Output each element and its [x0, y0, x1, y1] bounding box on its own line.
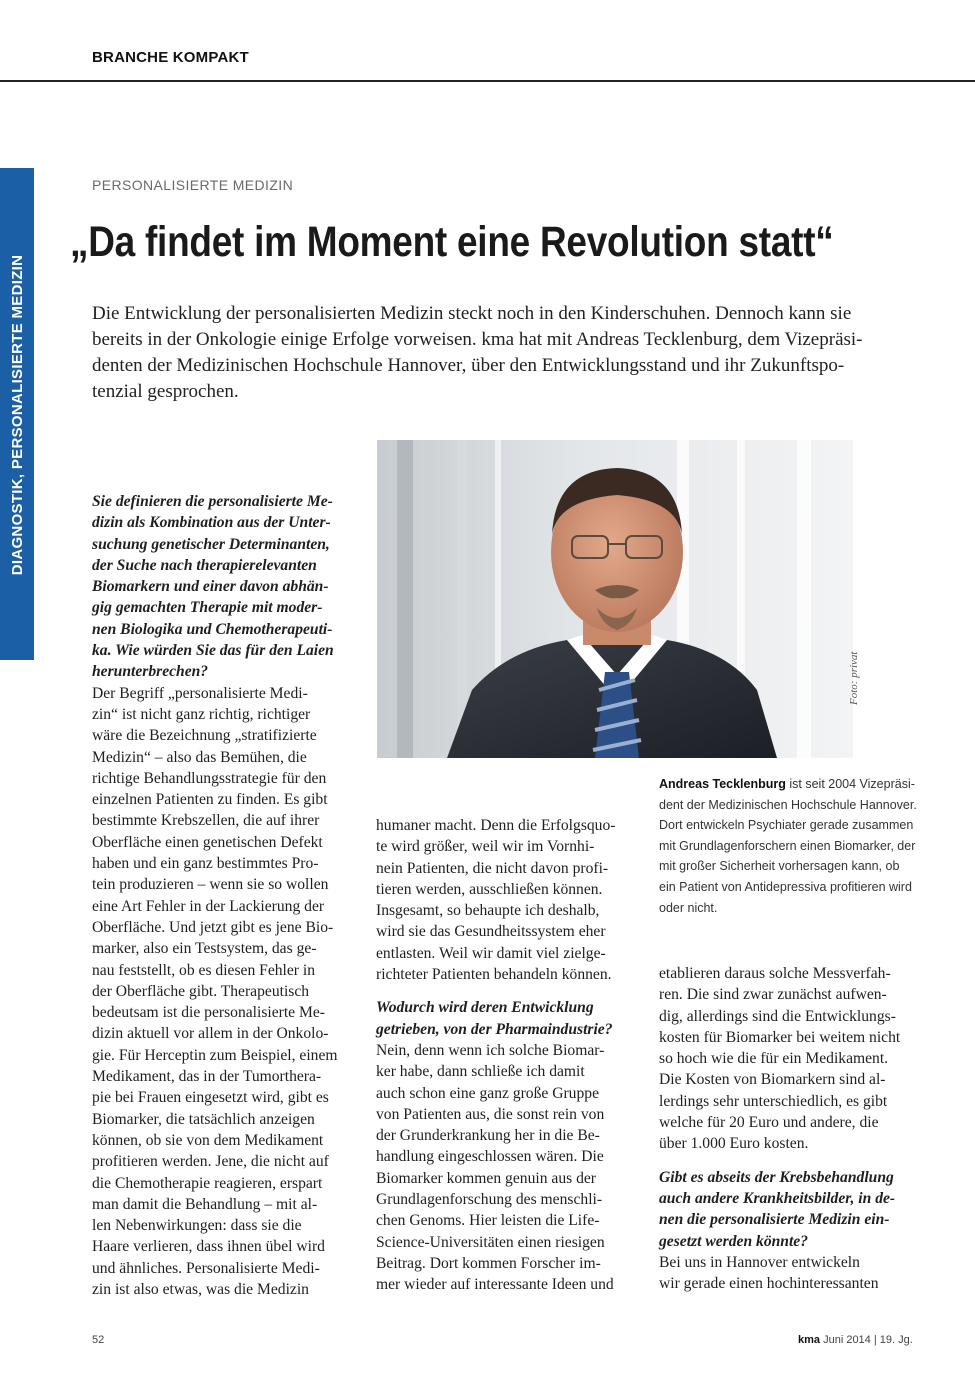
lead-line: bereits in der Onkologie einige Erfolge vorweisen. kma hat mit Andreas Tecklenburg, dem Vizepräsi- — [92, 329, 863, 350]
question-line: Gibt es abseits der Krebsbehandlung — [659, 1168, 894, 1186]
caption-name: Andreas Tecklenburg — [659, 777, 786, 791]
answer-line: können, ob sie von dem Medikament — [92, 1131, 324, 1149]
answer-line: Der Begriff „personalisierte Medi- — [92, 684, 308, 702]
caption-line: ein Patient von Antidepressiva profitieren wird — [659, 879, 912, 894]
paragraph-gap — [376, 985, 634, 997]
article-kicker: PERSONALISIERTE MEDIZIN — [92, 177, 294, 193]
question-line: Sie definieren die personalisierte Me- — [92, 493, 333, 510]
question-2 — [376, 997, 634, 1040]
answer-line: dizin aktuell vor allem in der Onkolo- — [92, 1025, 329, 1043]
photo-caption — [659, 774, 924, 918]
photo-credit: Foto: privat — [848, 651, 860, 705]
answer-line: der Grunderkrankung her in die Be- — [376, 1127, 600, 1145]
answer-line: Medizin“ – also das Bemühen, die — [92, 748, 307, 766]
question-line: herunterbrechen? — [92, 663, 209, 681]
answer-line: Grundlagenforschung des menschli- — [376, 1191, 603, 1209]
magazine-name: kma — [798, 1334, 821, 1346]
portrait-photo — [377, 440, 853, 758]
answer-1 — [92, 683, 354, 1301]
article-headline: „Da findet im Moment eine Revolution statt“ — [70, 218, 834, 266]
column-2 — [376, 815, 634, 1296]
column-1 — [92, 491, 354, 1300]
paragraph-gap — [659, 1155, 917, 1167]
answer-line: haben und ein ganz bestimmtes Pro- — [92, 855, 319, 873]
answer-line: Beitrag. Dort kommen Forscher im- — [376, 1254, 601, 1272]
answer-line: man damit die Behandlung – mit al- — [92, 1195, 318, 1213]
caption-first-line: ist seit 2004 Vizepräsi- — [785, 777, 915, 791]
body-line: humaner macht. Denn die Erfolgsquo- — [376, 817, 616, 834]
lead-line: denten der Medizinischen Hochschule Hannover, über den Entwicklungsstand und ihr Zukunftspo- — [92, 355, 845, 376]
issue-info — [798, 1334, 913, 1346]
answer-line: der Oberfläche gibt. Therapeutisch — [92, 982, 310, 1000]
answer-line: wir gerade einen hochinteressanten — [659, 1275, 879, 1293]
answer-2 — [376, 1040, 634, 1296]
side-tab-label: DIAGNOSTIK, PERSONALISIERTE MEDIZIN — [8, 254, 26, 576]
caption-line: Dort entwickeln Psychiater gerade zusammen — [659, 818, 914, 833]
question-line: dizin als Kombination aus der Unter- — [92, 514, 331, 532]
body-line: dig, allerdings sind die Entwicklungs- — [659, 1007, 896, 1025]
answer-line: ker habe, dann schließe ich damit — [376, 1063, 585, 1081]
question-line: der Suche nach therapierelevanten — [92, 556, 317, 574]
answer-line: Science-Universitäten einen riesigen — [376, 1233, 605, 1251]
answer-line: profitieren werden. Jene, die nicht auf — [92, 1153, 329, 1171]
answer-line: tein produzieren – wenn sie so wollen — [92, 876, 329, 894]
answer-line: richtige Behandlungsstrategie für den — [92, 769, 327, 787]
question-line: Wodurch wird deren Entwicklung — [376, 999, 594, 1017]
answer-line: eine Art Fehler in der Lackierung der — [92, 897, 325, 915]
answer-line: zin ist also etwas, was die Medizin — [92, 1280, 309, 1298]
answer-line: die Chemotherapie reagieren, erspart — [92, 1174, 323, 1192]
body-line: tieren werden, ausschließen können. — [376, 880, 603, 898]
answer-line: len Nebenwirkungen: dass sie die — [92, 1217, 302, 1235]
answer-line: von Patienten aus, die sonst rein von — [376, 1105, 605, 1123]
answer-line: chen Genoms. Hier leisten die Life- — [376, 1212, 600, 1230]
lead-line: Die Entwicklung der personalisierten Medizin steckt noch in den Kinderschuhen. Dennoch kann sie — [92, 303, 852, 324]
answer-line: Oberfläche. Und jetzt gibt es jene Bio- — [92, 918, 334, 936]
body-line: welche für 20 Euro und andere, die — [659, 1114, 879, 1132]
answer-line: Biomarker kommen genuin aus der — [376, 1169, 596, 1187]
portrait-illustration — [377, 440, 853, 758]
page-number: 52 — [92, 1334, 105, 1346]
answer-line: pie bei Frauen eingesetzt wird, gibt es — [92, 1089, 329, 1107]
body-line: entlasten. Weil wir damit viel zielge- — [376, 944, 606, 962]
answer-line: einzelnen Patienten zu finden. Es gibt — [92, 791, 328, 809]
question-line: suchung genetischer Determinanten, — [92, 535, 330, 553]
answer-line: und ähnliches. Personalisierte Medi- — [92, 1259, 320, 1277]
answer-line: Bei uns in Hannover entwickeln — [659, 1253, 860, 1271]
caption-line — [659, 774, 924, 795]
caption-line: mit Grundlagenforschern einen Biomarker, der — [659, 838, 916, 853]
body-line: so hoch wie die für ein Medikament. — [659, 1050, 889, 1068]
body-line: Die Kosten von Biomarkern sind al- — [659, 1071, 886, 1089]
answer-line: wäre die Bezeichnung „stratifizierte — [92, 727, 317, 745]
question-line: gesetzt werden könnte? — [659, 1232, 809, 1250]
answer-line: nau feststellt, ob es diesen Fehler in — [92, 961, 316, 979]
question-line: nen Biologika und Chemotherapeuti- — [92, 620, 333, 638]
answer-line: auch schon eine ganz große Gruppe — [376, 1084, 599, 1102]
caption-line: dent der Medizinischen Hochschule Hannover. — [659, 797, 917, 812]
body-line: etablieren daraus solche Messverfah- — [659, 965, 891, 982]
answer-line: handlung eingeschlossen wären. Die — [376, 1148, 604, 1166]
question-line: getrieben, von der Pharmaindustrie? — [376, 1020, 613, 1038]
body-line: ren. Die sind zwar zunächst aufwen- — [659, 986, 887, 1004]
answer-line: bestimmte Krebszellen, die auf ihrer — [92, 812, 320, 830]
answer-line: zin“ ist nicht ganz richtig, richtiger — [92, 705, 311, 723]
caption-line: oder nicht. — [659, 900, 718, 915]
body-line: te wird größer, weil wir im Vornhi- — [376, 838, 595, 856]
question-line: Biomarkern und einer davon abhän- — [92, 578, 329, 596]
question-line: auch andere Krankheitsbilder, in de- — [659, 1189, 896, 1207]
text-continued — [376, 815, 634, 985]
answer-line: bedeutsam ist die personalisierte Me- — [92, 1004, 325, 1022]
issue-date: Juni 2014 | 19. Jg. — [820, 1334, 913, 1346]
section-header: BRANCHE KOMPAKT — [92, 49, 249, 66]
answer-line: Oberfläche einen genetischen Defekt — [92, 833, 323, 851]
lead-line: tenzial gesprochen. — [92, 381, 239, 402]
question-line: nen die personalisierte Medizin ein- — [659, 1211, 890, 1229]
answer-line: Biomarker, die tatsächlich anzeigen — [92, 1110, 315, 1128]
answer-3 — [659, 1252, 917, 1295]
header-divider — [0, 80, 975, 82]
answer-line: Nein, denn wenn ich solche Biomar- — [376, 1041, 605, 1059]
answer-line: marker, also ein Testsystem, das ge- — [92, 940, 317, 958]
body-line: über 1.000 Euro kosten. — [659, 1135, 809, 1153]
article-lead — [92, 301, 882, 405]
body-line: kosten für Biomarker bei weitem nicht — [659, 1028, 901, 1046]
body-line: richteter Patienten behandeln können. — [376, 966, 612, 984]
answer-line: Medikament, das in der Tumorthera- — [92, 1068, 322, 1086]
text-continued — [659, 963, 917, 1155]
answer-line: Haare verlieren, dass ihnen übel wird — [92, 1238, 325, 1256]
caption-line: mit großer Sicherheit vorhersagen kann, ob — [659, 859, 900, 874]
body-line: wird sie das Gesundheitssystem eher — [376, 923, 606, 941]
body-line: Insgesamt, so behaupte ich deshalb, — [376, 902, 600, 920]
question-line: ka. Wie würden Sie das für den Laien — [92, 642, 334, 660]
body-line: nein Patienten, die nicht davon profi- — [376, 859, 609, 877]
question-1 — [92, 491, 354, 683]
question-3 — [659, 1167, 917, 1252]
answer-line: mer wieder auf interessante Ideen und — [376, 1276, 614, 1294]
question-line: gig gemachten Therapie mit moder- — [92, 599, 323, 617]
column-3 — [659, 963, 917, 1294]
body-line: lerdings sehr unterschiedlich, es gibt — [659, 1092, 888, 1110]
answer-line: gie. Für Herceptin zum Beispiel, einem — [92, 1046, 338, 1064]
